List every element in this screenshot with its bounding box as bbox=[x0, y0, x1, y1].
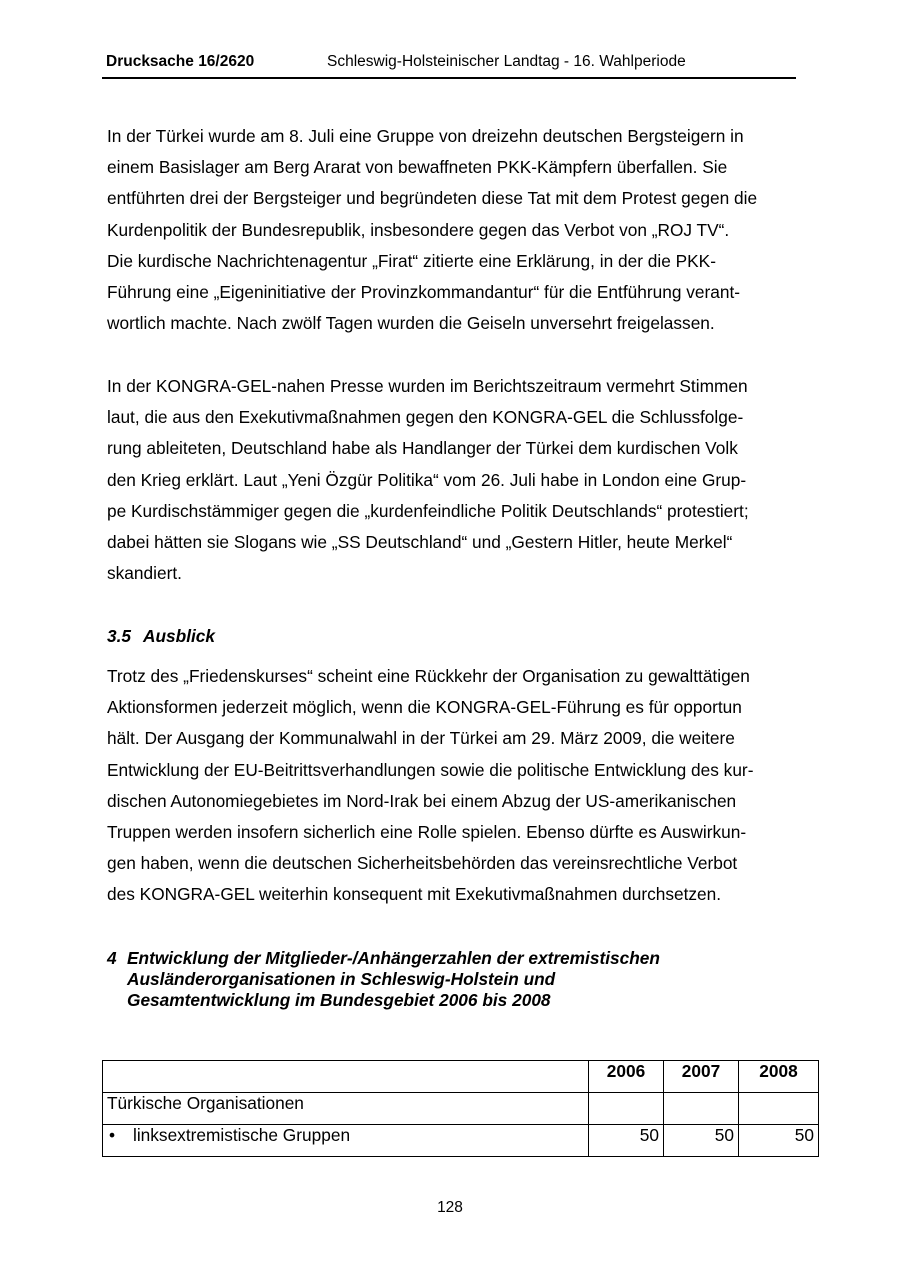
table-cell bbox=[664, 1093, 739, 1125]
year-header: 2008 bbox=[739, 1061, 819, 1093]
paragraph-3 bbox=[107, 661, 797, 911]
text-line: Trotz des „Friedenskurses“ scheint eine Rückkehr der Organisation zu gewalttätigen bbox=[107, 666, 750, 686]
text-line: rung ableiteten, Deutschland habe als Handlanger der Türkei dem kurdischen Volk bbox=[107, 438, 738, 459]
section-heading-4 bbox=[107, 948, 807, 1011]
text-line: einem Basislager am Berg Ararat von bewaffneten PKK-Kämpfern überfallen. Sie bbox=[107, 157, 728, 178]
value-cell: 50 bbox=[664, 1125, 739, 1157]
text-line: hält. Der Ausgang der Kommunalwahl in der Türkei am 29. März 2009, die weitere bbox=[107, 728, 735, 749]
text-line: laut, die aus den Exekutivmaßnahmen gegen den KONGRA-GEL die Schlussfolge- bbox=[107, 407, 744, 428]
section-title-line: Entwicklung der Mitglieder-/Anhängerzahlen der extremistischen bbox=[127, 948, 660, 968]
text-line: entführten drei der Bergsteiger und begründeten diese Tat mit dem Protest gegen die bbox=[107, 188, 758, 209]
value-cell: 50 bbox=[739, 1125, 819, 1157]
text-line: des KONGRA-GEL weiterhin konsequent mit Exekutivmaßnahmen durchsetzen. bbox=[107, 884, 722, 905]
section-number: 3.5 bbox=[107, 626, 132, 646]
text-line: dischen Autonomiegebietes im Nord-Irak bei einem Abzug der US-amerikanischen bbox=[107, 790, 737, 811]
section-title: Ausblick bbox=[143, 626, 216, 646]
section-title-line: Ausländerorganisationen in Schleswig-Holstein und bbox=[127, 969, 556, 989]
text-line: Truppen werden insofern sicherlich eine Rolle spielen. Ebenso dürfte es Auswirkun- bbox=[107, 822, 747, 843]
text-line: Kurdenpolitik der Bundesrepublik, insbesondere gegen das Verbot von „ROJ TV“. bbox=[107, 219, 730, 240]
text-line: den Krieg erklärt. Laut „Yeni Özgür Politika“ vom 26. Juli habe in London eine Grup- bbox=[107, 469, 747, 490]
section-title-line: Gesamtentwicklung im Bundesgebiet 2006 bis 2008 bbox=[127, 990, 551, 1010]
group-label: Türkische Organisationen bbox=[103, 1093, 589, 1125]
section-number: 4 bbox=[107, 948, 117, 968]
paragraph-2 bbox=[107, 371, 797, 589]
members-table bbox=[102, 1060, 819, 1157]
page-header bbox=[102, 53, 796, 79]
table-header-row bbox=[103, 1061, 819, 1093]
text-line: wortlich machte. Nach zwölf Tagen wurden die Geiseln unversehrt freigelassen. bbox=[107, 313, 715, 334]
table-group-row bbox=[103, 1093, 819, 1125]
document-number: Drucksache 16/2620 bbox=[106, 53, 255, 70]
text-line: gen haben, wenn die deutschen Sicherheitsbehörden das vereinsrechtliche Verbot bbox=[107, 853, 738, 874]
text-line: dabei hätten sie Slogans wie „SS Deutschland“ und „Gestern Hitler, heute Merkel“ bbox=[107, 532, 733, 553]
table-cell bbox=[739, 1093, 819, 1125]
header-title: Schleswig-Holsteinischer Landtag - 16. Wahlperiode bbox=[327, 53, 686, 70]
text-line: In der KONGRA-GEL-nahen Presse wurden im Berichtszeitraum vermehrt Stimmen bbox=[107, 376, 748, 396]
bullet-icon: • bbox=[109, 1125, 116, 1145]
text-line: Entwicklung der EU-Beitrittsverhandlungen sowie die politische Entwicklung des kur- bbox=[107, 759, 754, 780]
text-line: Die kurdische Nachrichtenagentur „Firat“ zitierte eine Erklärung, in der die PKK- bbox=[107, 250, 716, 271]
table-row bbox=[103, 1125, 819, 1157]
text-line: pe Kurdischstämmiger gegen die „kurdenfeindliche Politik Deutschlands“ protestiert; bbox=[107, 500, 749, 521]
value-cell: 50 bbox=[589, 1125, 664, 1157]
year-header: 2007 bbox=[664, 1061, 739, 1093]
section-heading-3-5 bbox=[107, 626, 215, 647]
table-cell bbox=[589, 1093, 664, 1125]
year-header: 2006 bbox=[589, 1061, 664, 1093]
row-label: linksextremistische Gruppen bbox=[133, 1125, 351, 1145]
text-line: Aktionsformen jederzeit möglich, wenn die KONGRA-GEL-Führung es für opportun bbox=[107, 697, 742, 718]
paragraph-1 bbox=[107, 121, 797, 339]
row-label-cell bbox=[103, 1125, 589, 1157]
text-line: Führung eine „Eigeninitiative der Provinzkommandantur“ für die Entführung verant- bbox=[107, 282, 741, 303]
text-line: In der Türkei wurde am 8. Juli eine Gruppe von dreizehn deutschen Bergsteigern in bbox=[107, 126, 744, 146]
page-number: 128 bbox=[437, 1199, 463, 1216]
table-corner-cell bbox=[103, 1061, 589, 1093]
text-line: skandiert. bbox=[107, 563, 182, 584]
